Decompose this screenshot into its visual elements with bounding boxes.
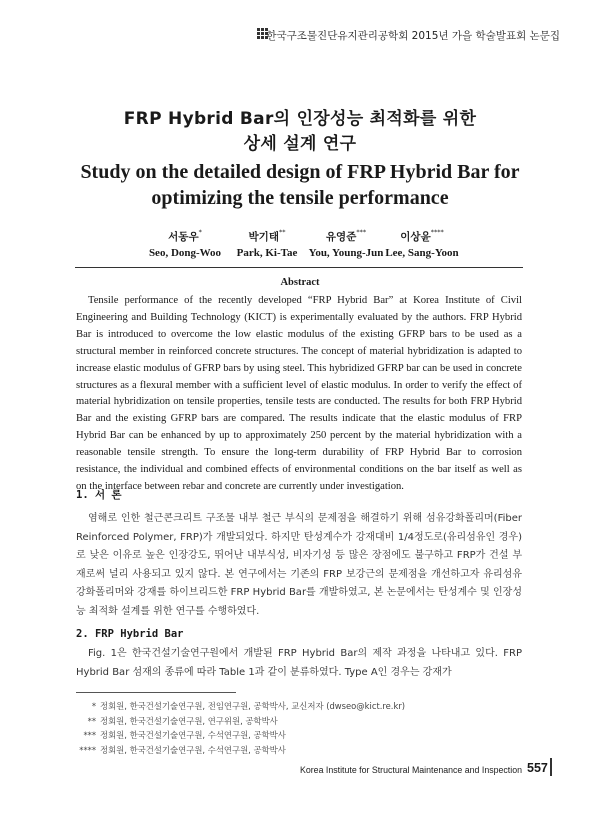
section-1-heading: 1. 서 론 xyxy=(76,489,122,501)
author-4 xyxy=(367,228,477,259)
journal-header: 한국구조물진단유지관리공학회 2015년 가을 학술발표회 논문집 xyxy=(266,30,560,42)
footnote: ** 정회원, 한국건설기술연구원, 연구위원, 공학박사 xyxy=(87,715,278,726)
footnotes xyxy=(76,699,405,757)
title-divider xyxy=(75,267,523,268)
footer-divider-bar xyxy=(550,758,552,776)
author-mark: **** xyxy=(430,228,444,236)
korean-title-line-1: FRP Hybrid Bar의 인장성능 최적화를 위한 xyxy=(123,109,477,129)
author-name-ko: 유영준 xyxy=(325,231,357,243)
author-name-en: Lee, Sang-Yoon xyxy=(385,247,459,259)
author-name-ko: 이상윤 xyxy=(400,231,431,243)
author-name-en: You, Young-Jun xyxy=(308,247,384,259)
footnote: * 정회원, 한국건설기술연구원, 전임연구원, 공학박사, 교신저자 (dwseo@kict.re.kr) xyxy=(91,701,406,711)
section-2-heading: 2. FRP Hybrid Bar xyxy=(76,628,184,640)
section-1-body: 염해로 인한 철근콘크리트 구조물 내부 철근 부식의 문제점을 해결하기 위해 섬유강화폴리머(Fiber Reinforced Polymer, FRP)가 개발되었다. 하지만 탄성계수가 강재대비 1/4정도로(유리섬유인 경우)로 낮은 이유로 높은 인장강도, 뛰어난 내부식성, 비자기성 등 많은 장점에도 불구하고 FRP가 건설 부재로써 널리 사용되고 있지 않다. 본 연구에서는 기존의 FRP 보강근의 문제점을 개선하고자 유리섬유 강화폴리머와 강재를 하이브리드한 FRP Hybrid Bar를 개발하였고, 본 논문에서는 탄성계수 및 인장성능 최적화 설계를 위한 연구를 수행하였다. xyxy=(76,513,522,617)
korean-title-line-2: 상세 설계 연구 xyxy=(243,134,357,154)
abstract-body: Tensile performance of the recently developed “FRP Hybrid Bar” at Korea Institute of Civil Engineering and Building Technology (KICT) is experimentally evaluated by the authors. FRP Hybrid Bar is introduced to overcome the low elastic modulus of the existing GFRP bars to be used as a structural member in reinforced concrete structures. The concept of material hybridization is adapted to increase elastic modulus of GFRP bars by using steel. This hybridized GFRP bar can be used in concrete structures as a flexural member with a sufficient level of elastic modulus. In order to verify the effect of material hybridization on tensile properties, tensile tests are conducted. The results for both FRP Hybrid Bar and the existing GFRP bars are compared. The results indicate that the elastic modulus of FRP Hybrid Bar can be enhanced by up to approximately 250 percent by the material hybridization with a reasonable tensile strength. To ensure the long-term durability of FRP Hybrid Bar to corrosion resistance, the individual and combined effects of environmental conditions on the bar itself as well as on the interface between rebar and concrete are currently under investigation. xyxy=(76,295,522,492)
section-2-body: Fig. 1은 한국건설기술연구원에서 개발된 FRP Hybrid Bar의 제작 과정을 나타내고 있다. FRP Hybrid Bar 섬재의 종류에 따라 Table 1과 같이 분류하였다. Type A인 경우는 강재가 xyxy=(76,648,522,678)
footnote: *** 정회원, 한국건설기술연구원, 수석연구원, 공학박사 xyxy=(83,730,286,740)
english-title-line-2: optimizing the tensile performance xyxy=(151,187,449,209)
author-mark: *** xyxy=(356,228,367,236)
author-name-ko: 서동우 xyxy=(168,231,199,243)
abstract-heading: Abstract xyxy=(280,277,320,288)
author-mark: ** xyxy=(278,228,286,236)
author-name-en: Park, Ki-Tae xyxy=(236,247,298,259)
page-number: 557 xyxy=(527,761,548,775)
author-name-en: Seo, Dong-Woo xyxy=(148,247,222,259)
author-name-ko: 박기태 xyxy=(248,231,279,243)
footnote-divider xyxy=(76,692,236,693)
footnote: **** 정회원, 한국건설기술연구원, 수석연구원, 공학박사 xyxy=(79,744,286,755)
english-title-line-1: Study on the detailed design of FRP Hybrid Bar for xyxy=(80,161,520,183)
author-mark: * xyxy=(198,228,202,236)
footer-institute: Korea Institute for Structural Maintenance and Inspection xyxy=(299,765,522,775)
